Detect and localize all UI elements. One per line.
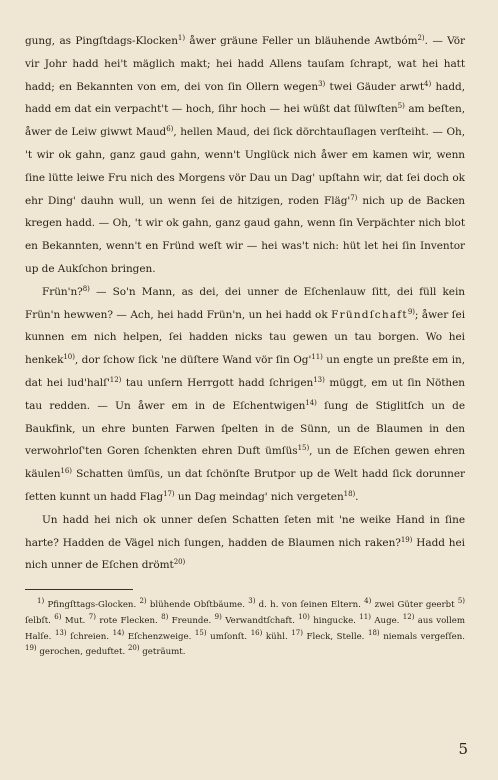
text-run: tau unſern Herrgott hadd ſchrigen	[121, 376, 314, 389]
footnote-marker: 4)	[364, 597, 372, 606]
text-run: nich up de Backen kregen hadd. — Oh, 't wir ok gahn, ganz gaud gahn, wenn ſin Verpächter nich blot en Bekannten, wenn't en Fründ weſt wir — hei was't nich: hüt let hei ſin Inventor up de Aukſchon bringen.	[25, 194, 465, 275]
footnote-text: umſonſt.	[206, 631, 251, 642]
footnote-text: Pfingſttags-Glocken.	[44, 600, 140, 611]
footnote-text: kühl.	[262, 631, 292, 642]
footnote-ref: 17)	[163, 489, 175, 498]
footnote-text: Auge.	[370, 615, 403, 626]
footnote-text: Verwandtſchaft.	[221, 615, 299, 626]
footnote-text: gerochen, geduftet.	[36, 647, 128, 658]
footnote-text: hingucke.	[309, 615, 360, 626]
footnote-marker: 11)	[359, 612, 371, 621]
footnote-marker: 15)	[194, 628, 207, 637]
text-run: . — Vör vir Johr hadd hei't mäglich makt; hei hadd Allens tauſam ſchrapt, wat hei hatt hadd; en Bekannten von em, dei von ſin Ollern wegen	[25, 35, 465, 93]
text-run: åwer gräune Feller un bläuhende Awtbóm	[185, 35, 418, 47]
footnote-ref: 18)	[343, 489, 356, 498]
footnote-text: Freunde.	[168, 615, 215, 626]
footnote-ref: 11)	[311, 353, 323, 362]
footnote-text: Mut.	[61, 615, 89, 626]
emphasized-word: Fründſchaft	[331, 308, 408, 321]
footnotes-block	[25, 598, 465, 661]
footnote-marker: 13)	[54, 628, 67, 637]
footnote-marker: 19)	[25, 644, 37, 653]
footnote-marker: 18)	[368, 628, 380, 637]
page-number: 5	[458, 740, 468, 758]
footnotes-text	[25, 598, 465, 661]
footnote-ref: 12)	[109, 375, 122, 384]
text-run: Un hadd hei nich ok unner deſen Schatten ſeten mit 'ne weike Hand in ſine harte? Hadden de Vägel nich ſungen, hadden de Blaumen nich raken?	[25, 513, 465, 549]
text-run: am beſten, åwer de Leiw giwwt Maud	[25, 103, 465, 139]
footnote-text: d. h. von ſeinen Eltern.	[255, 600, 365, 611]
footnote-marker: 2)	[139, 597, 147, 606]
footnote-marker: 14)	[112, 628, 125, 637]
text-run: müggt, em ut ſin Nöthen tau redden. — Un åwer em in de Eſchentwigen	[25, 376, 465, 412]
footnote-marker: 6)	[54, 612, 62, 621]
footnote-ref: 19)	[400, 535, 413, 544]
text-run: twei Gäuder arwt	[325, 80, 425, 93]
footnote-ref: 2)	[417, 34, 425, 42]
footnote-text: geträumt.	[139, 647, 186, 658]
footnote-text: rote Flecken.	[95, 615, 162, 626]
main-text	[25, 30, 465, 577]
footnote-marker: 9)	[214, 612, 222, 621]
footnote-text: Fleck, Stelle.	[302, 631, 368, 642]
text-run: , un de Eſchen gewen ehren käulen	[25, 445, 466, 481]
footnote-ref: 16)	[60, 467, 72, 476]
text-run: , dor ſchow ſick 'ne düſtere Wand vör ſin Og'	[74, 354, 312, 367]
footnote-marker: 7)	[88, 612, 96, 621]
footnote-ref: 9)	[407, 307, 415, 316]
footnote-ref: 3)	[318, 79, 326, 88]
footnote-marker: 12)	[402, 612, 415, 621]
footnote-text: blühende Obſtbäume.	[146, 600, 249, 611]
footnote-text: ſelbſt.	[25, 615, 55, 626]
footnote-separator	[25, 589, 133, 590]
text-run: Frün'n?	[42, 285, 83, 298]
footnote-text: aus vollem Halſe.	[25, 615, 466, 642]
footnote-text: ſchreien.	[66, 631, 113, 642]
text-run: un Dag meindag' nich vergeten	[174, 490, 344, 503]
footnote-ref: 15)	[297, 444, 310, 453]
footnote-marker: 1)	[37, 597, 45, 606]
footnote-ref: 13)	[313, 375, 325, 384]
paragraph-2	[25, 281, 465, 509]
text-run: un engte un preßte em in, dat hei lud'halſ'	[25, 354, 465, 389]
footnote-marker: 17)	[291, 628, 303, 637]
footnote-ref: 5)	[397, 102, 405, 111]
text-run: .	[355, 490, 359, 503]
footnote-marker: 10)	[298, 612, 310, 621]
text-run: gung, as Pingſtdags-Klocken	[25, 35, 178, 47]
footnote-ref: 14)	[305, 398, 317, 407]
footnote-ref: 8)	[82, 284, 90, 293]
text-run: — So'n Mann, as dei, dei unner de Eſchenlauw ſitt, dei füll kein Frün'n hewwen? — Ach, hei hadd Frün'n, un hei hadd ok	[25, 285, 465, 321]
footnote-text: niemals vergeſſen.	[379, 631, 465, 642]
footnote-ref: 4)	[424, 79, 432, 88]
footnote-ref: 6)	[166, 125, 174, 134]
footnote-ref: 20)	[173, 558, 186, 567]
footnote-ref: 1)	[177, 34, 186, 42]
footnote-marker: 3)	[248, 597, 256, 606]
footnote-text: Eſchenzweige.	[124, 631, 195, 642]
footnote-text: zwei Güter geerbt	[371, 600, 458, 611]
paragraph-1	[25, 30, 465, 281]
footnote-marker: 5)	[457, 597, 466, 606]
footnote-ref: 10)	[63, 353, 75, 362]
text-run: Schatten ümſüs, un dat ſchönſte Brutpor up de Welt hadd ſick dorunner ſetten kunnt un hadd Flag	[25, 468, 465, 503]
text-run: ; åwer ſei kunnen em nich helpen, ſei hadden nicks tau gewen un tau borgen. Wo hei henkek	[25, 308, 465, 367]
footnote-marker: 20)	[127, 644, 140, 653]
text-run: Hadd hei nich unner de Eſchen drömt	[25, 536, 465, 572]
footnote-ref: 7)	[350, 193, 358, 202]
footnote-marker: 8)	[161, 612, 169, 621]
paragraph-3	[25, 509, 465, 577]
text-run: ſung de Stiglitſch un de Baukfink, un ehre bunten Farwen ſpelten in de Sünn, un de Blaumen in den verwohrloſ'ten Goren ſchenkten ehren Duft ümſüs	[25, 399, 465, 458]
text-run: hadd, hadd em dat ein verpacht't — hoch, ſihr hoch — hei wüßt dat ſülwſten	[25, 80, 466, 116]
text-run: , hellen Maud, dei ſick dörchtauſlagen verſteiht. — Oh, 't wir ok gahn, ganz gaud gahn, wenn't Unglück nich åwer em kamen wir, wenn ſine lütte leiwe Fru nich des Morgens vör Dau un Dag' upſtahn wir, dat ſei doch ok ehr Ding' dauhn wull, un wenn ſei de hitzigen, roden Fläg'	[25, 126, 465, 207]
footnote-marker: 16)	[250, 628, 263, 637]
